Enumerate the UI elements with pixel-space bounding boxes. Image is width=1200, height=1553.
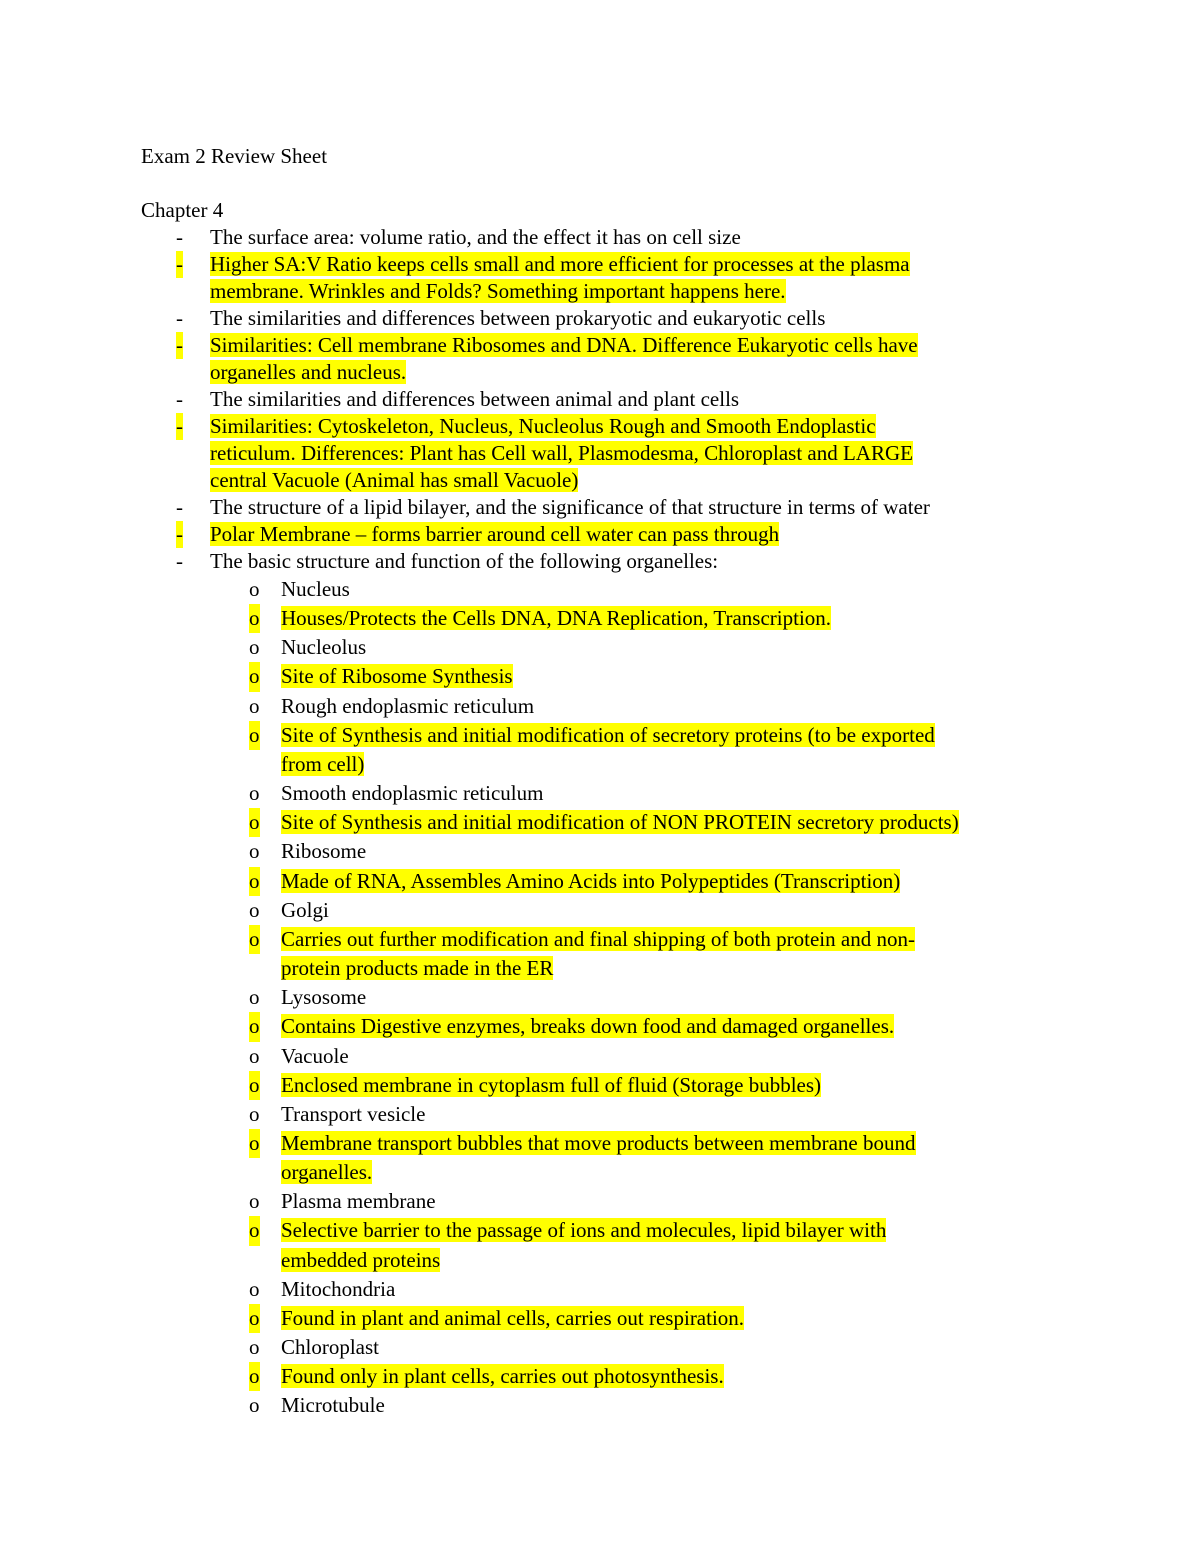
highlighted-list-item (0, 721, 1200, 779)
text-line: Similarities: Cytoskeleton, Nucleus, Nucleolus Rough and Smooth Endoplastic (210, 414, 876, 438)
text-line: Nucleus (281, 577, 350, 601)
highlighted-list-item (0, 1362, 1200, 1391)
list-item-text (210, 305, 1040, 332)
list-item (0, 1333, 1200, 1362)
bullet-marker: o (249, 1043, 260, 1068)
list-item (0, 1042, 1200, 1071)
bullet-marker: o (249, 1362, 260, 1391)
highlighted-list-item (0, 925, 1200, 983)
text-line: membrane. Wrinkles and Folds? Something important happens here. (210, 279, 786, 303)
bullet-marker: o (249, 985, 260, 1010)
list-item (0, 386, 1200, 413)
list-item-text (281, 983, 1051, 1012)
list-item-text (281, 925, 1051, 983)
bullet-marker: o (249, 604, 260, 633)
text-line: Plasma membrane (281, 1189, 436, 1214)
bullet-marker: o (249, 662, 260, 691)
text-line: Higher SA:V Ratio keeps cells small and more efficient for processes at the plasma (210, 252, 910, 276)
text-line: Microtubule (281, 1393, 385, 1418)
list-item (0, 692, 1200, 721)
text-line: Lysosome (281, 985, 367, 1010)
list-item (0, 494, 1200, 521)
text-line: Similarities: Cell membrane Ribosomes and DNA. Difference Eukaryotic cells have (210, 333, 918, 357)
text-line: Found in plant and animal cells, carries out respiration. (281, 1305, 745, 1330)
list-item-text (281, 1333, 1051, 1362)
list-item-text (210, 332, 1040, 386)
bullet-marker: o (249, 867, 260, 896)
bullet-marker: o (249, 808, 260, 837)
list-item-text (281, 896, 1051, 925)
bullet-marker: - (176, 333, 183, 357)
list-item (0, 1187, 1200, 1216)
list-item-text (281, 721, 1051, 779)
bullet-marker: o (249, 693, 260, 718)
text-line: Rough endoplasmic reticulum (281, 693, 535, 718)
highlighted-list-item (0, 867, 1200, 896)
list-item-text (281, 1071, 1051, 1100)
text-line: Made of RNA, Assembles Amino Acids into Polypeptides (Transcription) (281, 868, 901, 893)
text-line: The basic structure and function of the following organelles: (210, 549, 719, 573)
text-line: Site of Synthesis and initial modification of NON PROTEIN secretory products) (281, 810, 959, 835)
list-item-text (281, 575, 1051, 604)
text-line: Polar Membrane – forms barrier around cell water can pass through (210, 522, 780, 546)
list-item-text (281, 1304, 1051, 1333)
text-line: protein products made in the ER (281, 956, 554, 981)
text-line: organelles. (281, 1160, 373, 1185)
text-line: Site of Ribosome Synthesis (281, 664, 513, 689)
text-line: Nucleolus (281, 635, 367, 660)
list-item-text (210, 548, 1040, 575)
text-line: Carries out further modification and final shipping of both protein and non- (281, 926, 915, 951)
list-item-text (281, 604, 1051, 633)
document-title: Exam 2 Review Sheet (141, 144, 328, 168)
list-item-text (281, 1012, 1051, 1041)
text-line: embedded proteins (281, 1247, 441, 1272)
text-line: The similarities and differences between animal and plant cells (210, 387, 740, 411)
bullet-marker: - (176, 522, 183, 546)
text-line: from cell) (281, 751, 365, 776)
bullet-marker: o (249, 781, 260, 806)
text-line: The structure of a lipid bilayer, and the significance of that structure in terms of water (210, 495, 930, 519)
list-item (0, 896, 1200, 925)
bullet-marker: o (249, 1071, 260, 1100)
list-item (0, 837, 1200, 866)
list-item-text (210, 386, 1040, 413)
list-item-text (281, 837, 1051, 866)
highlighted-list-item (0, 1304, 1200, 1333)
bullet-marker: o (249, 1189, 260, 1214)
bullet-marker: - (176, 495, 183, 519)
highlighted-list-item (0, 1129, 1200, 1187)
list-item-text (281, 1100, 1051, 1129)
list-item-text (281, 1391, 1051, 1420)
highlighted-list-item (0, 604, 1200, 633)
list-item-text (281, 692, 1051, 721)
list-item (0, 633, 1200, 662)
list-item-text (210, 413, 1040, 494)
list-item-text (281, 1216, 1051, 1274)
bullet-marker: - (176, 252, 183, 276)
list-item-text (210, 251, 1040, 305)
bullet-marker: o (249, 1335, 260, 1360)
list-item-text (281, 662, 1051, 691)
highlighted-list-item (0, 521, 1200, 548)
text-line: organelles and nucleus. (210, 360, 407, 384)
bullet-marker: - (176, 306, 183, 330)
highlighted-list-item (0, 1071, 1200, 1100)
list-item (0, 548, 1200, 575)
list-item (0, 1391, 1200, 1420)
text-line: The surface area: volume ratio, and the effect it has on cell size (210, 225, 741, 249)
text-line: Enclosed membrane in cytoplasm full of fluid (Storage bubbles) (281, 1072, 822, 1097)
bullet-marker: o (249, 839, 260, 864)
highlighted-list-item (0, 1216, 1200, 1274)
list-item (0, 1275, 1200, 1304)
bullet-marker: o (249, 1276, 260, 1301)
bullet-marker: o (249, 721, 260, 750)
text-line: central Vacuole (Animal has small Vacuole) (210, 468, 579, 492)
bullet-marker: o (249, 925, 260, 954)
list-item-text (210, 521, 1040, 548)
bullet-marker: o (249, 1216, 260, 1245)
list-item-text (281, 1042, 1051, 1071)
text-line: Chloroplast (281, 1335, 379, 1360)
organelle-list (0, 575, 1200, 1421)
list-item-text (210, 494, 1040, 521)
text-line: Vacuole (281, 1043, 349, 1068)
bullet-marker: o (249, 1129, 260, 1158)
text-line: reticulum. Differences: Plant has Cell wall, Plasmodesma, Chloroplast and LARGE (210, 441, 913, 465)
text-line: Ribosome (281, 839, 367, 864)
text-line: Found only in plant cells, carries out photosynthesis. (281, 1364, 724, 1389)
text-line: Contains Digestive enzymes, breaks down food and damaged organelles. (281, 1014, 895, 1039)
list-item-text (210, 224, 1040, 251)
bullet-marker: - (176, 549, 183, 573)
highlighted-list-item (0, 808, 1200, 837)
text-line: Transport vesicle (281, 1101, 426, 1126)
bullet-marker: - (176, 387, 183, 411)
list-item-text (281, 1187, 1051, 1216)
bullet-marker: o (249, 635, 260, 660)
bullet-marker: o (249, 1101, 260, 1126)
text-line: Selective barrier to the passage of ions and molecules, lipid bilayer with (281, 1218, 887, 1243)
list-item (0, 305, 1200, 332)
text-line: Smooth endoplasmic reticulum (281, 781, 544, 806)
bullet-marker: o (249, 1012, 260, 1041)
bullet-marker: o (249, 577, 260, 601)
list-item-text (281, 1275, 1051, 1304)
bullet-marker: - (176, 414, 183, 438)
list-item-text (281, 808, 1051, 837)
highlighted-list-item (0, 1012, 1200, 1041)
chapter-heading: Chapter 4 (141, 198, 224, 222)
text-line: The similarities and differences between prokaryotic and eukaryotic cells (210, 306, 826, 330)
bullet-marker: o (249, 1393, 260, 1418)
text-line: Membrane transport bubbles that move products between membrane bound (281, 1130, 916, 1155)
text-line: Golgi (281, 897, 329, 922)
highlighted-list-item (0, 413, 1200, 494)
list-item-text (281, 1129, 1051, 1187)
topic-list (0, 224, 1200, 575)
list-item-text (281, 867, 1051, 896)
highlighted-list-item (0, 662, 1200, 691)
bullet-marker: o (249, 1304, 260, 1333)
highlighted-list-item (0, 251, 1200, 305)
list-item-text (281, 1362, 1051, 1391)
text-line: Houses/Protects the Cells DNA, DNA Replication, Transcription. (281, 606, 832, 631)
list-item (0, 1100, 1200, 1129)
list-item (0, 983, 1200, 1012)
list-item-text (281, 633, 1051, 662)
text-line: Mitochondria (281, 1276, 396, 1301)
bullet-marker: - (176, 225, 183, 249)
list-item (0, 779, 1200, 808)
text-line: Site of Synthesis and initial modification of secretory proteins (to be exported (281, 722, 935, 747)
list-item (0, 575, 1200, 604)
highlighted-list-item (0, 332, 1200, 386)
bullet-marker: o (249, 897, 260, 922)
list-item (0, 224, 1200, 251)
list-item-text (281, 779, 1051, 808)
